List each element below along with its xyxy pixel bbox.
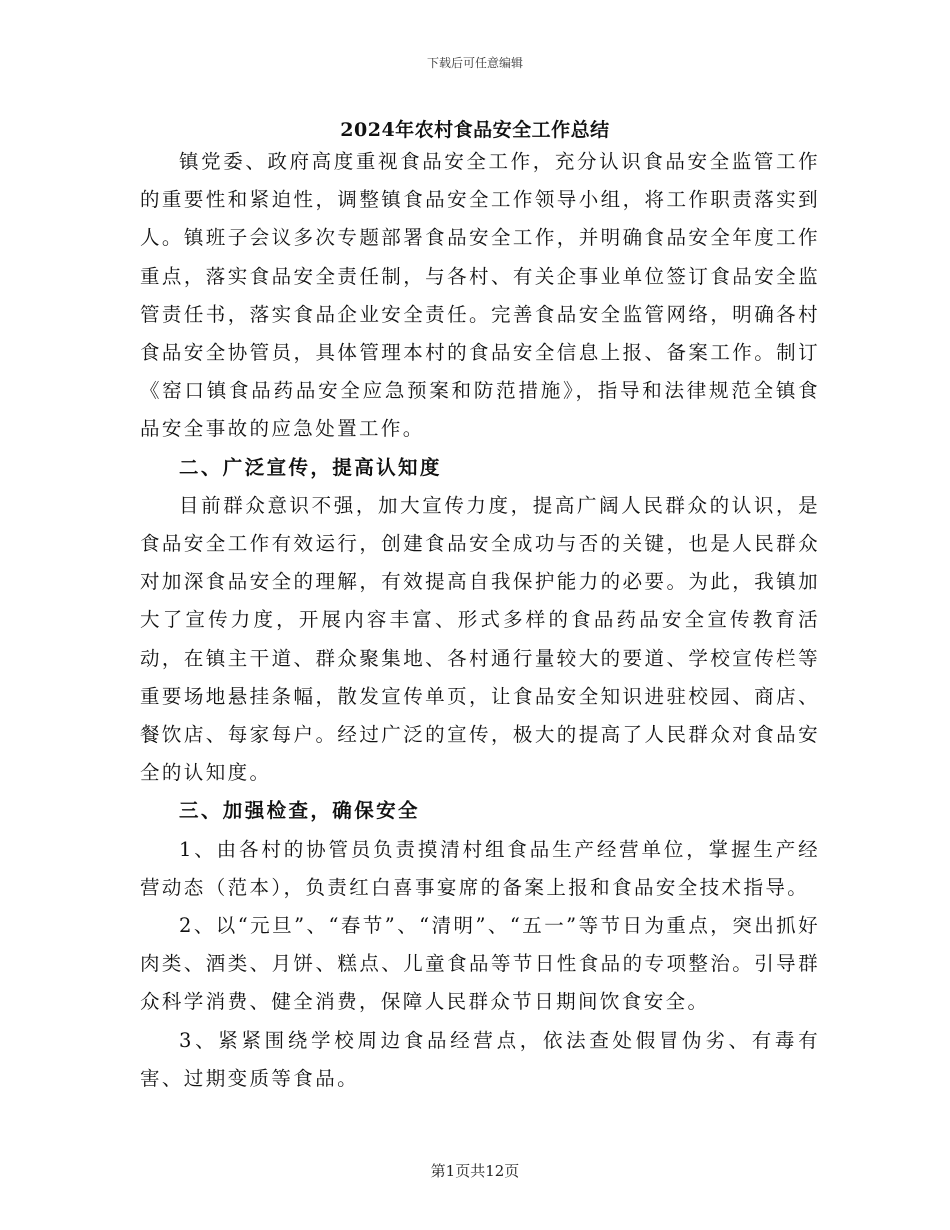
section-3-item-2: 2、以“元旦”、“春节”、“清明”、“五一”等节日为重点，突出抓好肉类、酒类、月饼、糕点、儿童食品等节日性食品的专项整治。引导群众科学消费、健全消费，保障人民群众节日期间饮食安全。 (140, 914, 820, 1014)
document-body (140, 143, 820, 1098)
section-3-item-3: 3、紧紧围绕学校周边食品经营点，依法查处假冒伪劣、有毒有害、过期变质等食品。 (140, 1028, 820, 1090)
section-2-paragraph: 目前群众意识不强，加大宣传力度，提高广阔人民群众的认识，是食品安全工作有效运行，创建食品安全成功与否的关键，也是人民群众对加深食品安全的理解，有效提高自我保护能力的必要。为此，我镇加大了宣传力度，开展内容丰富、形式多样的食品药品安全宣传教育活动，在镇主干道、群众聚集地、各村通行量较大的要道、学校宣传栏等重要场地悬挂条幅，散发宣传单页，让食品安全知识进驻校园、商店、餐饮店、每家每户。经过广泛的宣传，极大的提高了人民群众对食品安全的认知度。 (140, 493, 820, 785)
section-3-item-1: 1、由各村的协管员负责摸清村组食品生产经营单位，掌握生产经营动态（范本），负责红白喜事宴席的备案上报和食品安全技术指导。 (140, 837, 820, 899)
document-title: 2024年农村食品安全工作总结 (340, 119, 610, 141)
section-3-heading: 三、加强检查，确保安全 (179, 799, 420, 823)
section-2-heading: 二、广泛宣传，提高认知度 (179, 455, 442, 479)
page-header-note: 下载后可任意编辑 (426, 56, 523, 70)
intro-paragraph: 镇党委、政府高度重视食品安全工作，充分认识食品安全监管工作的重要性和紧迫性，调整镇食品安全工作领导小组，将工作职责落实到人。镇班子会议多次专题部署食品安全工作，并明确食品安全年度工作重点，落实食品安全责任制，与各村、有关企事业单位签订食品安全监管责任书，落实食品企业安全责任。完善食品安全监管网络，明确各村食品安全协管员，具体管理本村的食品安全信息上报、备案工作。制订《窑口镇食品药品安全应急预案和防范措施》，指导和法律规范全镇食品安全事故的应急处置工作。 (140, 150, 820, 441)
page-number: 第1页共12页 (430, 1162, 520, 1180)
